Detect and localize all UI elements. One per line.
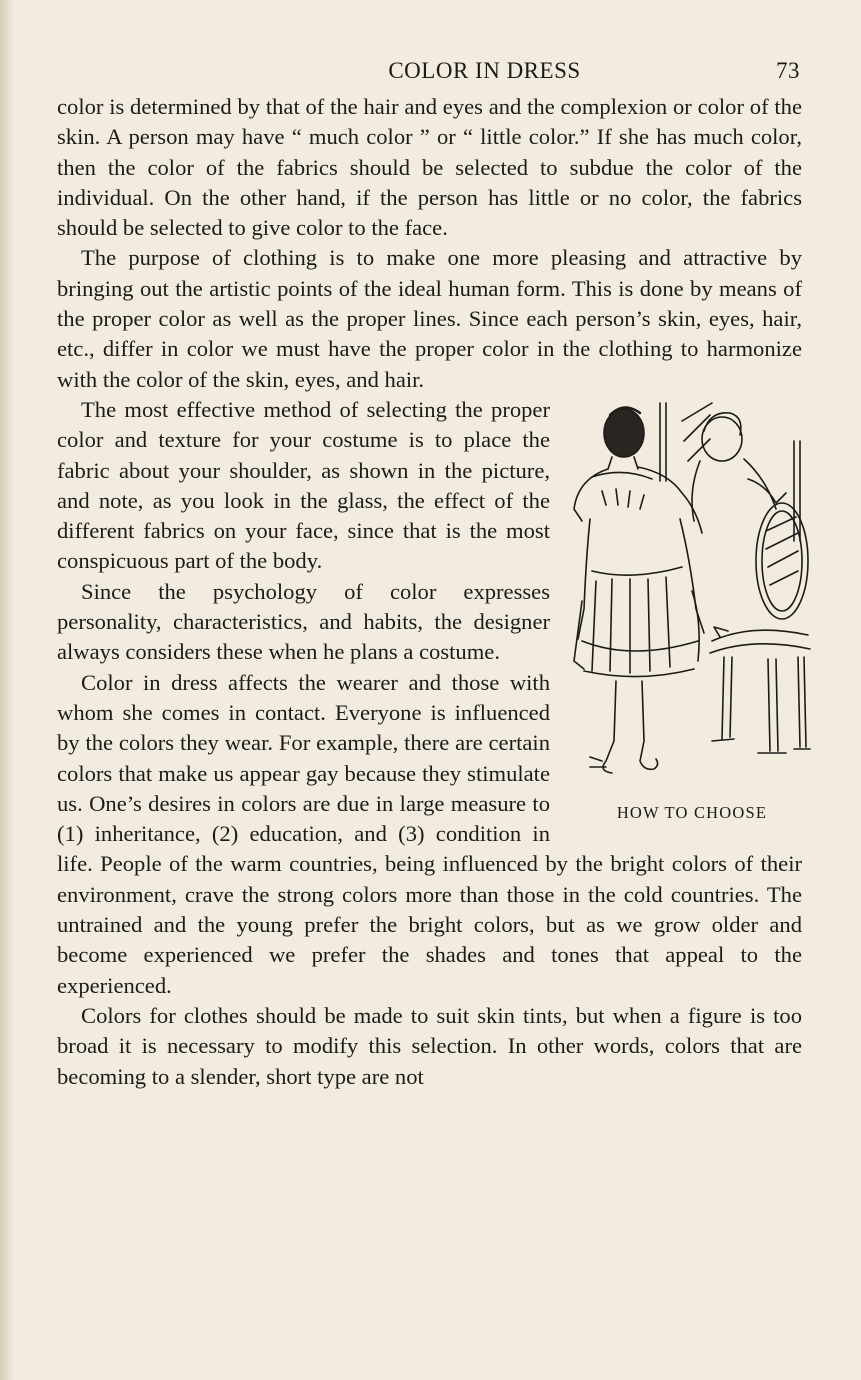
woman-at-mirror-illustration (572, 401, 812, 801)
figure-how-to-choose (572, 401, 812, 827)
paragraph-5: Color in dress affects the wearer and those with whom she comes in contact. Everyone is influenced by the colors they wear. For example, there are certain colors that make us appear gay because they stimulate us. One’s desires in colors are due in large measure to (1) inheritance, (2) education, and (3) condition in life. People of the warm countries, being influenced by the bright colors of their environment, crave the strong colors more than those in the cold countries. The untrained and the young prefer the bright colors, but as we grow older and become experienced we prefer the shades and tones that appeal to the experienced. (57, 669, 802, 998)
running-head (57, 56, 802, 92)
paragraph-6: Colors for clothes should be made to suit skin tints, but when a figure is too broad it is necessary to modify this selection. In other words, colors that are becoming to a slender, short type are not (57, 1002, 802, 1089)
paragraph-2: The purpose of clothing is to make one more pleasing and attractive by bringing out the artistic points of the ideal human form. This is done by means of the proper color as well as the proper lines. Since each person’s skin, eyes, hair, etc., differ in color we must have the proper color in the clothing to harmonize with the color of the skin, eyes, and hair. (57, 245, 802, 392)
running-head-title: COLOR IN DRESS (388, 58, 581, 83)
paragraph-4: Since the psychology of color expresses personality, characteristics, and habits, the designer always considers these when he plans a costume. (57, 578, 550, 665)
paragraph-1: color is determined by that of the hair and eyes and the complexion or color of the skin. A person may have “ much color ” or “ little color.” If she has much color, then the color of the fabrics should be selected to subdue the color of the individual. On the other hand, if the person has little or no color, the fabrics should be selected to give color to the face. (57, 94, 802, 241)
page-edge-shadow (0, 0, 14, 1380)
vanity-chair (710, 503, 810, 753)
mirror-reflection (682, 403, 786, 521)
page-number: 73 (776, 58, 800, 83)
woman-figure (574, 407, 704, 773)
paragraph-3: The most effective method of selecting the proper color and texture for your costume is to place the fabric about your shoulder, as shown in the picture, and note, as you look in the glass, the effect of the different fabrics on your face, since that is the most conspicuous part of the body. (57, 396, 550, 574)
book-page (57, 56, 802, 1092)
figure-caption: HOW TO CHOOSE (616, 802, 768, 822)
